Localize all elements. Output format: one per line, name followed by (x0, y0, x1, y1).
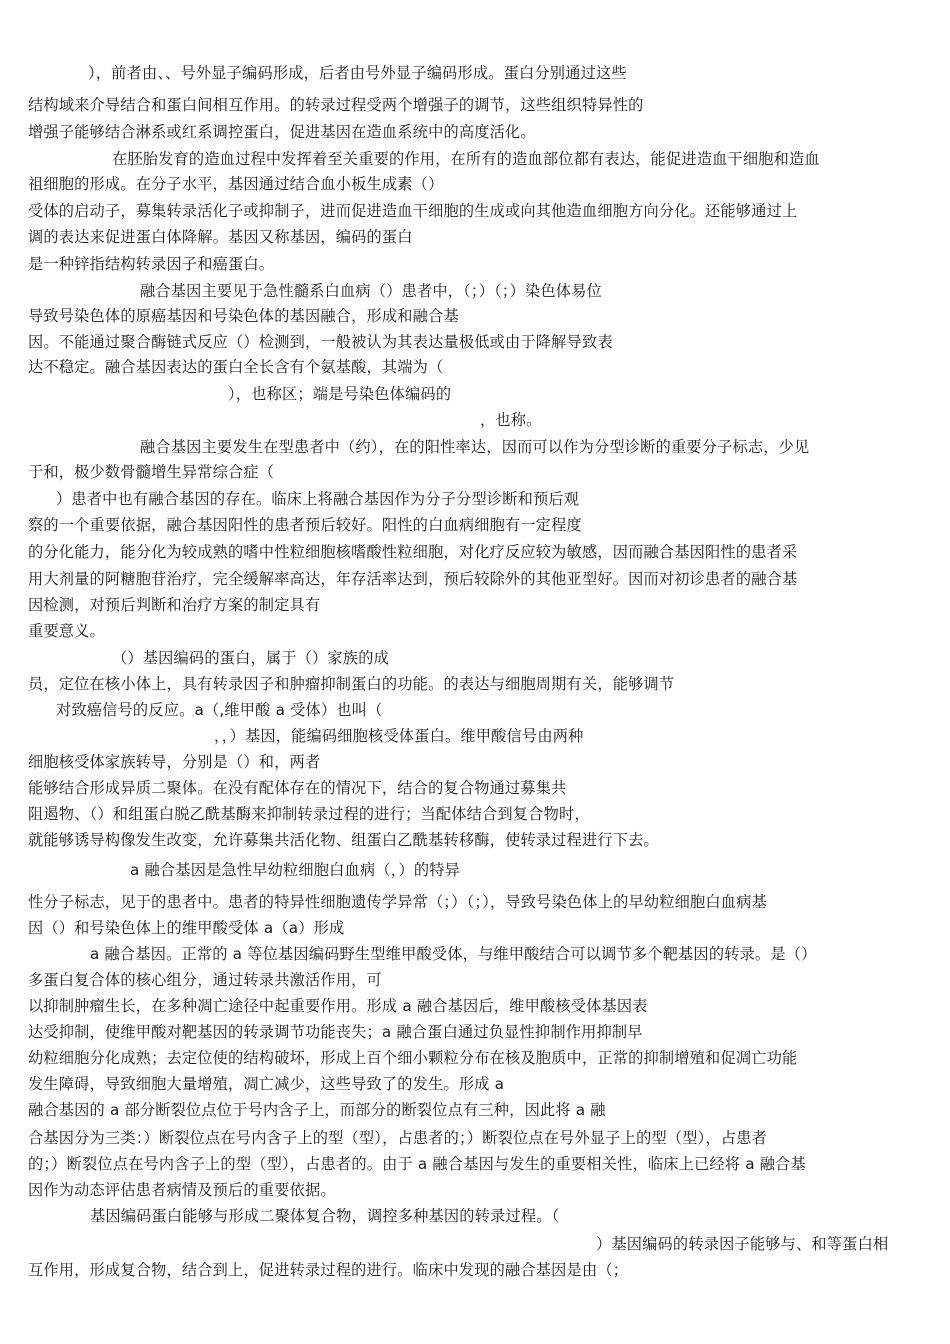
text-line: 员，定位在核小体上，具有转录因子和肿瘤抑制蛋白的功能。的表达与细胞周期有关，能够调节 (28, 675, 675, 693)
text-line: ）患者中也有融合基因的存在。临床上将融合基因作为分子分型诊断和预后观 (56, 490, 580, 508)
text-line: 因。不能通过聚合酶链式反应（）检测到，一般被认为其表达量极低或由于降解导致表 (28, 333, 613, 351)
text-line: 重要意义。 (28, 622, 105, 640)
text-line: ），前者由、、号外显子编码形成，后者由号外显子编码形成。蛋白分别通过这些 (88, 64, 627, 82)
text-line: 结构域来介导结合和蛋白间相互作用。的转录过程受两个增强子的调节，这些组织特异性的 (28, 96, 644, 114)
text-line: 察的一个重要依据，融合基因阳性的患者预后较好。阳性的白血病细胞有一定程度 (28, 516, 582, 534)
text-line: 融合基因的 a 部分断裂位点位于号内含子上，而部分的断裂位点有三种，因此将 a 融 (28, 1101, 606, 1119)
text-line: 细胞核受体家族转导，分别是（）和，两者 (28, 753, 321, 771)
text-line: 对致癌信号的反应。a（,维甲酸 a 受体）也叫（ (56, 701, 383, 719)
text-line: ，，）基因，能编码细胞核受体蛋白。维甲酸信号由两种 (214, 727, 584, 745)
text-line: 祖细胞的形成。在分子水平，基因通过结合血小板生成素（） (28, 175, 444, 193)
text-line: 用大剂量的阿糖胞苷治疗，完全缓解率高达，年存活率达到，预后较除外的其他亚型好。因而对初诊患者的融合基 (28, 570, 798, 588)
text-line: 融合基因主要见于急性髓系白血病（）患者中，（；）（；）染色体易位 (140, 282, 602, 300)
text-line: 增强子能够结合淋系或红系调控蛋白，促进基因在造血系统中的高度活化。 (28, 123, 536, 141)
text-line: 调的表达来促进蛋白体降解。基因又称基因，编码的蛋白 (28, 228, 413, 246)
text-line: 合基因分为三类：）断裂位点在号内含子上的型（型），占患者的；）断裂位点在号外显子上的型（型），占患者 (28, 1129, 767, 1147)
text-line: 以抑制肿瘤生长，在多种凋亡途径中起重要作用。形成 a 融合基因后，维甲酸核受体基因表 (28, 997, 648, 1015)
text-line: 是一种锌指结构转录因子和癌蛋白。 (28, 255, 275, 273)
text-line: 能够结合形成异质二聚体。在没有配体存在的情况下，结合的复合物通过募集共 (28, 779, 567, 797)
text-line: 的；）断裂位点在号内含子上的型（型），占患者的。由于 a 融合基因与发生的重要相关性，临床上已经将 a 融合基 (28, 1155, 806, 1173)
text-line: 导致号染色体的原癌基因和号染色体的基因融合，形成和融合基 (28, 307, 459, 325)
text-line: a 融合基因是急性早幼粒细胞白血病（，）的特异 (130, 861, 461, 879)
text-line: 因检测，对预后判断和治疗方案的制定具有 (28, 596, 321, 614)
text-line: ）基因编码的转录因子能够与、和等蛋白相 (596, 1235, 889, 1253)
text-line: 互作用，形成复合物，结合到上，促进转录过程的进行。临床中发现的融合基因是由（； (28, 1261, 629, 1279)
text-line: 因（）和号染色体上的维甲酸受体 a（a）形成 (28, 919, 345, 937)
text-line: 基因编码蛋白能够与形成二聚体复合物，调控多种基因的转录过程。（ (90, 1207, 560, 1225)
text-line: 因作为动态评估患者病情及预后的重要依据。 (28, 1181, 336, 1199)
text-line: 的分化能力，能分化为较成熟的嗜中性粒细胞核嗜酸性粒细胞，对化疗反应较为敏感，因而融合基因阳性的患者采 (28, 543, 798, 561)
text-line: 融合基因主要发生在型患者中（约），在的阳性率达，因而可以作为分型诊断的重要分子标志，少见 (140, 438, 810, 456)
text-line: 发生障碍，导致细胞大量增殖，凋亡减少，这些导致了的发生。形成 a (28, 1075, 505, 1093)
text-line: 性分子标志，见于的患者中。患者的特异性细胞遗传学异常（；）（；），导致号染色体上的早幼粒细胞白血病基 (28, 893, 767, 911)
text-line: （）基因编码的蛋白，属于（）家族的成 (112, 649, 389, 667)
text-line: 在胚胎发育的造血过程中发挥着至关重要的作用，在所有的造血部位都有表达，能促进造血干细胞和造血 (112, 150, 820, 168)
text-line: 达受抑制，使维甲酸对靶基因的转录调节功能丧失；a 融合蛋白通过负显性抑制作用抑制早 (28, 1023, 643, 1041)
text-line: 多蛋白复合体的核心组分，通过转录共激活作用，可 (28, 971, 382, 989)
text-line: 达不稳定。融合基因表达的蛋白全长含有个氨基酸，其端为（ (28, 358, 444, 376)
text-line: ），也称区；端是号染色体编码的 (228, 385, 452, 403)
text-line: 就能够诱导构像发生改变，允许募集共活化物、组蛋白乙酰基转移酶，使转录过程进行下去。 (28, 831, 659, 849)
text-line: 幼粒细胞分化成熟；去定位使的结构破坏，形成上百个细小颗粒分布在核及胞质中，正常的抑制增殖和促凋亡功能 (28, 1049, 798, 1067)
text-line: 于和，极少数骨髓增生异常综合症（ (28, 463, 275, 481)
text-line: 受体的启动子，募集转录活化子或抑制子，进而促进造血干细胞的生成或向其他造血细胞方向分化。还能够通过上 (28, 202, 798, 220)
text-line: a 融合基因。正常的 a 等位基因编码野生型维甲酸受体，与维甲酸结合可以调节多个靶基因的转录。是（） (90, 945, 817, 963)
text-line: 阻遏物、（）和组蛋白脱乙酰基酶来抑制转录过程的进行；当配体结合到复合物时， (28, 805, 590, 823)
text-line: ，也称。 (480, 411, 542, 429)
